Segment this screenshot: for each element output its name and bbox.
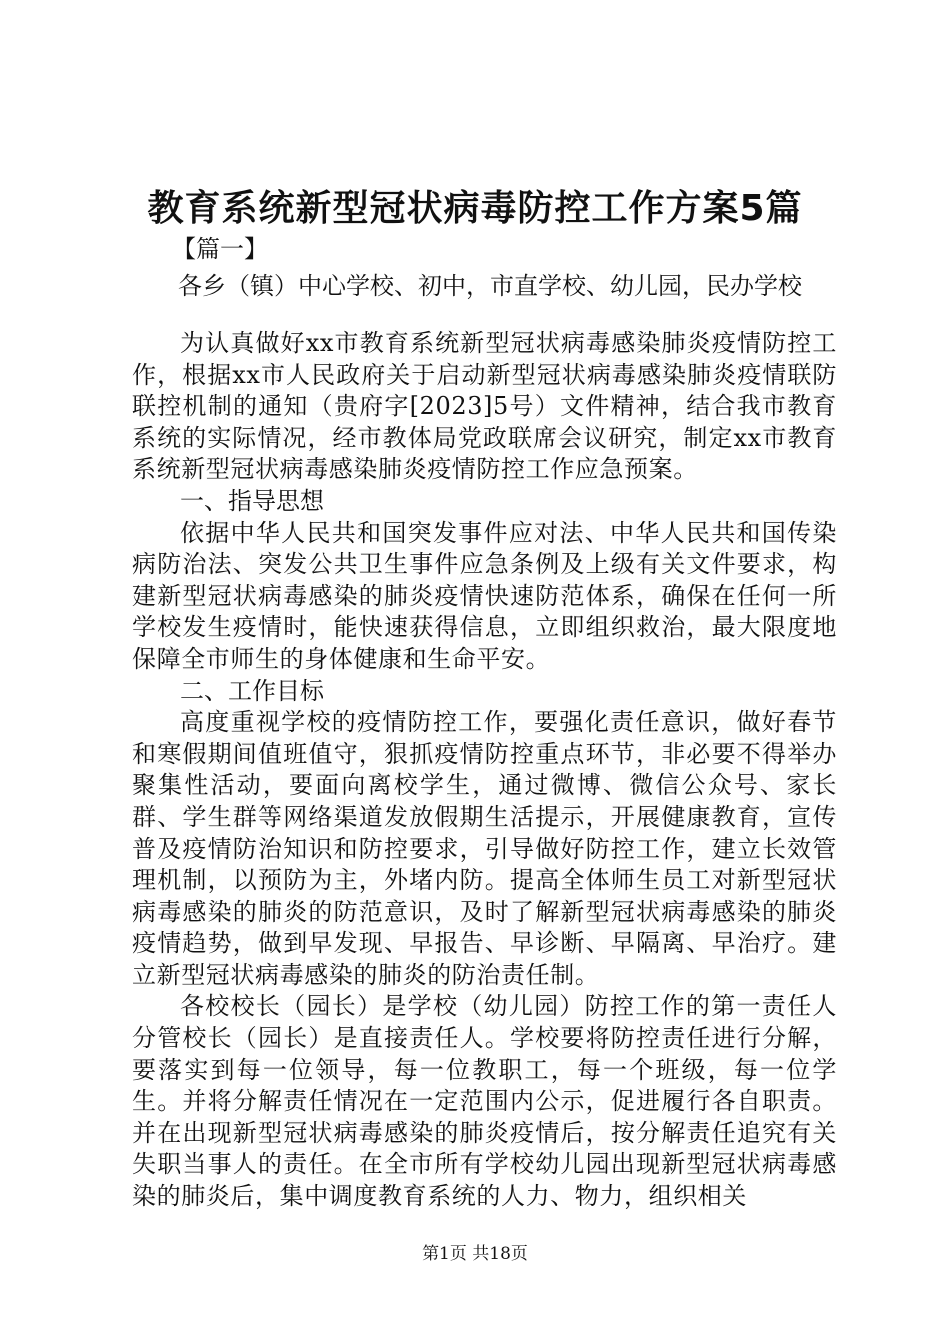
section-heading-guiding: 一、指导思想	[180, 486, 324, 515]
intro-paragraph: 为认真做好xx市教育系统新型冠状病毒感染肺炎疫情防控工作，根据xx市人民政府关于启动新型冠状病毒感染肺炎疫情联防联控机制的通知（贵府字[2023]5号）文件精神，结合我市教育系统的实际情况，经市教体局党政联席会议研究，制定xx市教育系统新型冠状病毒感染肺炎疫情防控工作应急预案。	[132, 329, 837, 484]
recipients-line: 各乡（镇）中心学校、初中，市直学校、幼儿园，民办学校	[178, 272, 802, 300]
section-tag: 【篇一】	[172, 235, 268, 263]
document-body	[132, 328, 837, 1213]
section-heading-goals: 二、工作目标	[180, 676, 324, 705]
page-footer: 第1页 共18页	[422, 1244, 528, 1264]
document-title: 教育系统新型冠状病毒防控工作方案5篇	[147, 188, 803, 229]
responsibility-paragraph: 各校校长（园长）是学校（幼儿园）防控工作的第一责任人分管校长（园长）是直接责任人。学校要将防控责任进行分解，要落实到每一位领导，每一位教职工，每一个班级，每一位学生。并将分解责任情况在一定范围内公示，促进履行各自职责。并在出现新型冠状病毒感染的肺炎疫情后，按分解责任追究有关失职当事人的责任。在全市所有学校幼儿园出现新型冠状病毒感染的肺炎后，集中调度教育系统的人力、物力，组织相关	[132, 992, 837, 1211]
goals-paragraph: 高度重视学校的疫情防控工作，要强化责任意识，做好春节和寒假期间值班值守，狠抓疫情防控重点环节，非必要不得举办聚集性活动，要面向离校学生，通过微博、微信公众号、家长群、学生群等网络渠道发放假期生活提示，开展健康教育，宣传普及疫情防治知识和防控要求，引导做好防控工作，建立长效管理机制，以预防为主，外堵内防。提高全体师生员工对新型冠状病毒感染的肺炎的防范意识，及时了解新型冠状病毒感染的肺炎疫情趋势，做到早发现、早报告、早诊断、早隔离、早治疗。建立新型冠状病毒感染的肺炎的防治责任制。	[132, 708, 837, 989]
guiding-paragraph: 依据中华人民共和国突发事件应对法、中华人民共和国传染病防治法、突发公共卫生事件应急条例及上级有关文件要求，构建新型冠状病毒感染的肺炎疫情快速防范体系，确保在任何一所学校发生疫情时，能快速获得信息，立即组织救治，最大限度地保障全市师生的身体健康和生命平安。	[132, 518, 837, 673]
